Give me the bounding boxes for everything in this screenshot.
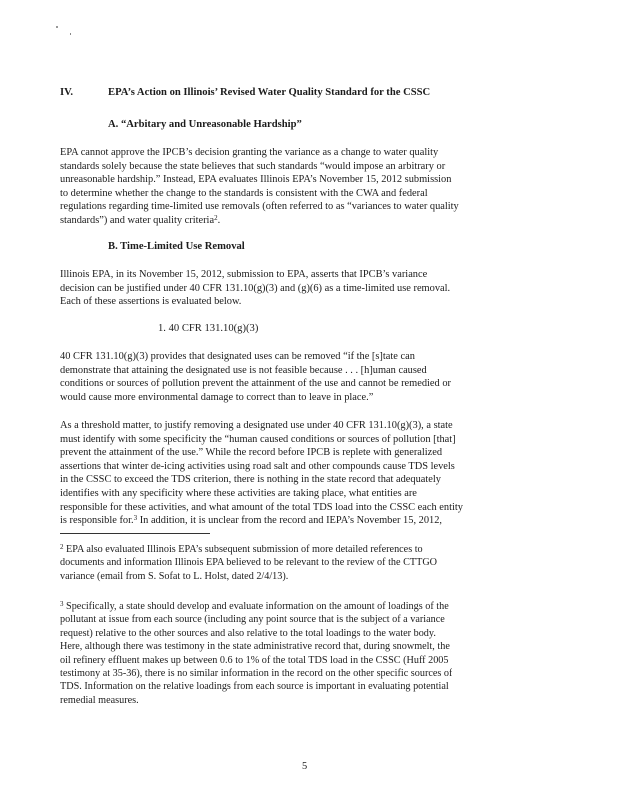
text-line: responsible for these activities, and what amount of the total TDS load into the CSSC each entity <box>60 501 463 513</box>
text-line: documents and information Illinois EPA believed to be relevant to the review of the CTTGO <box>60 557 438 569</box>
text-line: must identify with some specificity the “human caused conditions or sources of pollution [that] <box>60 433 456 445</box>
text-line: oil refinery effluent makes up between 0.6 to 1% of the total TDS load in the CSSC (Huff 2005 <box>60 654 449 666</box>
text-line: request) relative to the other sources and also relative to the total loadings to the water body. <box>60 627 436 639</box>
text-line: standards solely because the state believes that such standards “would impose an arbitrary or <box>60 160 446 172</box>
text-fragment: In addition, it is unclear from the record and IEPA’s November 15, 2012, <box>137 515 443 527</box>
section-title: EPA’s Action on Illinois’ Revised Water Quality Standard for the CSSC <box>108 87 431 98</box>
footnote-ref: 3 <box>133 514 138 523</box>
text-fragment: is responsible for. <box>60 515 134 527</box>
text-line <box>60 543 437 556</box>
footnote-2 <box>60 543 437 583</box>
scan-speck <box>70 33 71 35</box>
text-fragment: Specifically, a state should develop and evaluate information on the amount of loadings of the <box>63 601 449 612</box>
footnote-mark: 3 <box>60 600 64 608</box>
paragraph-hardship <box>60 146 459 228</box>
footnote-ref: 2 <box>214 213 218 222</box>
text-line: remedial measures. <box>60 694 139 706</box>
text-line: Each of these assertions is evaluated below. <box>60 296 242 308</box>
subsection-b-title: B. Time-Limited Use Removal <box>108 241 245 252</box>
text-line: TDS. Information on the relative loadings from each source is important in evaluating potential <box>60 681 449 693</box>
paragraph-g3 <box>60 350 451 404</box>
text-line: conditions or sources of pollution prevent the attainment of the use and cannot be remedied or <box>60 378 451 390</box>
footnote-divider <box>60 533 210 534</box>
text-line: Illinois EPA, in its November 15, 2012, submission to EPA, asserts that IPCB’s variance <box>60 269 428 280</box>
text-line: assertions that winter de-icing activities using road salt and other compounds cause TDS levels <box>60 460 455 472</box>
text-line: in the CSSC to exceed the TDS criterion, there is nothing in the state record that adequately <box>60 474 441 486</box>
text-line: EPA cannot approve the IPCB’s decision granting the variance as a change to water quality <box>60 147 439 158</box>
footnote-3 <box>60 600 452 707</box>
text-line: would cause more environmental damage to correct than to leave in place.” <box>60 391 374 403</box>
text-line: Here, although there was testimony in the state administrative record that, during snowmelt, the <box>60 641 450 653</box>
text-line: As a threshold matter, to justify removing a designated use under 40 CFR 131.10(g)(3), a state <box>60 420 453 431</box>
text-line: regulations regarding time-limited use removals (often referred to as “variances to water quality <box>60 201 459 213</box>
text-line: testimony at 35-36), there is no similar information in the record on the other specific sources of <box>60 667 453 679</box>
scan-speck <box>56 26 58 28</box>
text-fragment: standards”) and water quality criteria <box>60 214 215 226</box>
section-numeral: IV. <box>60 87 74 98</box>
text-line <box>60 600 452 613</box>
page-number: 5 <box>302 761 308 772</box>
text-line: variance (email from S. Sofat to L. Holst, dated 2/4/13). <box>60 570 289 582</box>
text-fragment: EPA also evaluated Illinois EPA’s subsequent submission of more detailed references to <box>63 544 423 555</box>
paragraph-threshold <box>60 419 463 528</box>
text-fragment: . <box>217 214 221 226</box>
text-line: identifies with any specificity where these activities are taking place, what entities are <box>60 487 417 499</box>
text-line: decision can be justified under 40 CFR 131.10(g)(3) and (g)(6) as a time-limited use removal. <box>60 282 451 294</box>
footnote-mark: 2 <box>60 543 64 551</box>
text-line: 40 CFR 131.10(g)(3) provides that designated uses can be removed “if the [s]tate can <box>60 351 415 362</box>
text-line: prevent the attainment of the use.” While the record before IPCB is replete with generalized <box>60 447 443 459</box>
subsection-a-title: A. “Arbitary and Unreasonable Hardship” <box>108 119 302 130</box>
text-line: unreasonable hardship.” Instead, EPA evaluates Illinois EPA’s November 15, 2012 submission <box>60 174 452 186</box>
text-line: demonstrate that attaining the designated use is not feasible because . . . [h]uman caused <box>60 364 427 376</box>
text-line: to determine whether the change to the standards is consistent with the CWA and federal <box>60 187 428 199</box>
text-line <box>60 514 463 528</box>
text-line <box>60 214 459 228</box>
text-line: pollutant at issue from each source (including any point source that is the subject of a variance <box>60 614 445 626</box>
subsubsection-title: 1. 40 CFR 131.10(g)(3) <box>158 323 259 334</box>
paragraph-time-limited <box>60 268 450 309</box>
